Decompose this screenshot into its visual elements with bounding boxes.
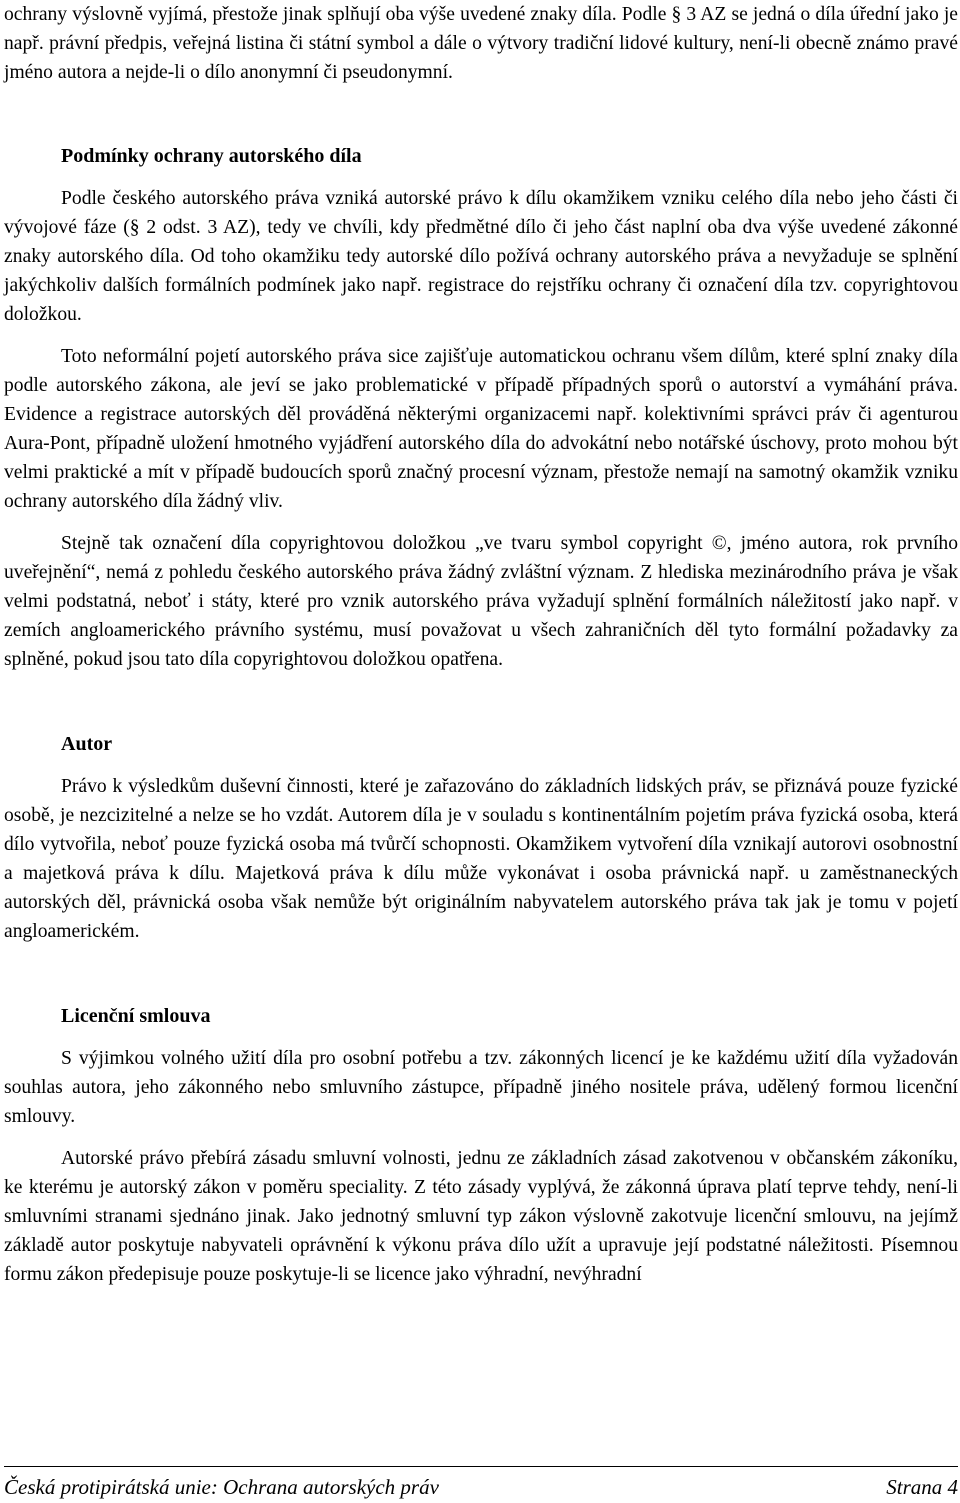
section-heading-license: Licenční smlouva <box>61 1005 211 1027</box>
document-page <box>4 0 958 1289</box>
section-heading-conditions: Podmínky ochrany autorského díla <box>61 145 362 167</box>
paragraph: Stejně tak označení díla copyrightovou doložkou „ve tvaru symbol copyright ©, jméno autora, rok prvního uveřejnění“, nemá z pohledu českého autorského práva žádný zvláštní význam. Z hlediska mezinárodního práva je však velmi podstatná, neboť i státy, které pro vznik autorského práva vyžadují splnění formálních náležitostí jako např. v zemích angloamerického právního systému, musí považovat u všech zahraničních děl tyto formální požadavky za splněné, pokud jsou tato díla copyrightovou doložkou opatřena. <box>4 533 958 670</box>
paragraph: S výjimkou volného užití díla pro osobní potřebu a tzv. zákonných licencí je ke každému užití díla vyžadován souhlas autora, jeho zákonného nebo smluvního zástupce, případně jiného nositele práva, udělený formou licenční smlouvy. <box>4 1048 958 1127</box>
paragraph: Toto neformální pojetí autorského práva sice zajišťuje automatickou ochranu všem dílům, které splní znaky díla podle autorského zákona, ale jeví se jako problematické v případě případných sporů o autorství a vymáhání práva. Evidence a registrace autorských děl prováděná některými organizacemi např. kolektivními správci práv či agenturou Aura-Pont, případně uložení hmotného vyjádření autorského díla do advokátní nebo notářské úschovy, proto mohou být velmi praktické a mít v případě budoucích sporů značný procesní význam, přestože nemají na samotný okamžik vzniku ochrany autorského díla žádný vliv. <box>4 346 958 512</box>
page-footer <box>4 1472 958 1502</box>
paragraph: Podle českého autorského práva vzniká autorské právo k dílu okamžikem vzniku celého díla nebo jeho části či vývojové fáze (§ 2 odst. 3 AZ), tedy ve chvíli, kdy předmětné dílo či jeho část naplní oba dva výše uvedené zákonné znaky autorského díla. Od toho okamžiku tedy autorské dílo požívá ochrany autorského práva a nevyžaduje se splnění jakýchkoliv dalších formálních podmínek jako např. registrace do rejstříku ochrany či označení díla tzv. copyrightovou doložkou. <box>4 188 958 325</box>
footer-title: Česká protipirátská unie: Ochrana autorských práv <box>4 1475 439 1499</box>
intro-paragraph: ochrany výslovně vyjímá, přestože jinak splňují oba výše uvedené znaky díla. Podle § 3 AZ se jedná o díla úřední jako je např. právní předpis, veřejná listina či státní symbol a dále o výtvory tradiční lidové kultury, není-li obecně známo pravé jméno autora a nejde-li o dílo anonymní či pseudonymní. <box>4 4 958 83</box>
page-number: Strana 4 <box>886 1475 958 1499</box>
footer-divider <box>4 1466 958 1467</box>
paragraph: Autorské právo přebírá zásadu smluvní volnosti, jednu ze základních zásad zakotvenou v občanském zákoníku, ke kterému je autorský zákon v poměru speciality. Z této zásady vyplývá, že zákonná úprava platí teprve tehdy, není-li smluvními stranami sjednáno jinak. Jako jednotný smluvní typ zákon výslovně zakotvuje licenční smlouvu, na jejímž základě autor poskytuje nabyvateli oprávnění k výkonu práva dílo užít a upravuje její podstatné náležitosti. Písemnou formu zákon předepisuje pouze poskytuje-li se licence jako výhradní, nevýhradní <box>4 1148 958 1285</box>
paragraph: Právo k výsledkům duševní činnosti, které je zařazováno do základních lidských práv, se přiznává pouze fyzické osobě, je nezcizitelné a nelze se ho vzdát. Autorem díla je v souladu s kontinentálním pojetím práva fyzická osoba, která dílo vytvořila, neboť pouze fyzická osoba má tvůrčí schopnosti. Okamžikem vytvoření díla vznikají autorovi osobnostní a majetková práva k dílu. Majetková práva k dílu může vykonávat i osoba právnická např. u zaměstnaneckých autorských děl, právnická osoba však nemůže být originálním nabyvatelem autorského práva tak jak je tomu v pojetí angloamerickém. <box>4 776 958 942</box>
section-heading-author: Autor <box>61 733 113 755</box>
